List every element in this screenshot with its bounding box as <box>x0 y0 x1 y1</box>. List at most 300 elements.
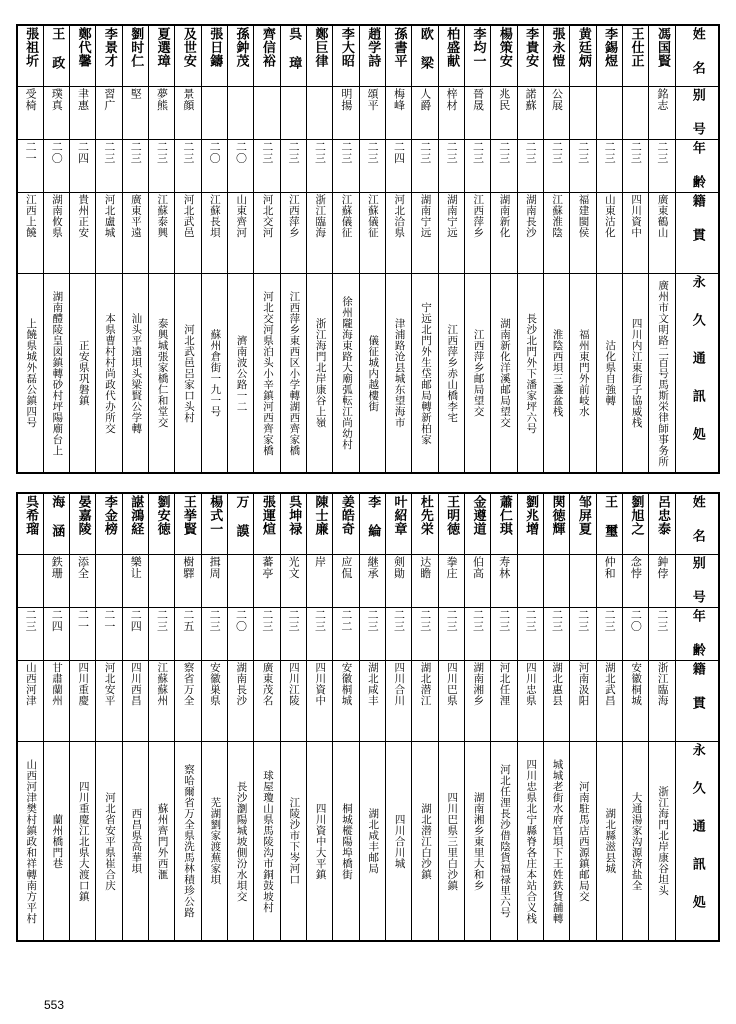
cell-age-17-text: 二三 <box>471 141 485 164</box>
cell-native-23 <box>623 193 649 274</box>
cell-address-1-text: 蘭州橋門巷 <box>51 813 64 869</box>
cell-native-0 <box>17 661 43 742</box>
cell-name-2-text: 晏嘉陵 <box>75 495 91 536</box>
cell-address-24 <box>649 274 676 474</box>
cell-address-3 <box>96 274 122 474</box>
cell-alias-11-text: 岸 <box>313 556 327 568</box>
cell-alias-24-text: 鈡侼 <box>655 556 669 579</box>
cell-alias-4-text: 樂让 <box>129 556 143 579</box>
cell-address-14-text: 四川合川城 <box>393 813 406 869</box>
cell-address-2 <box>70 274 96 474</box>
cell-alias-24-text: 銘志 <box>655 88 669 111</box>
cell-age-16 <box>438 140 464 193</box>
cell-age-10-text: 二三 <box>287 609 301 632</box>
cell-alias-4 <box>122 87 148 140</box>
cell-age-16 <box>438 608 464 661</box>
cell-name-19-text: 李貴安 <box>523 27 539 68</box>
cell-native-6 <box>175 661 201 742</box>
cell-age-22 <box>596 140 622 193</box>
cell-native-9 <box>254 193 280 274</box>
cell-name-8 <box>228 493 254 555</box>
column-header-name-text: 姓 名 <box>689 495 705 545</box>
cell-age-7 <box>201 140 227 193</box>
cell-name-21-text: 黄廷炳 <box>575 27 591 68</box>
cell-age-14-text: 二四 <box>392 141 406 164</box>
cell-age-3-text: 二三 <box>102 141 116 164</box>
cell-alias-12-text: 应侃 <box>339 556 353 579</box>
cell-native-10 <box>280 661 306 742</box>
cell-name-15 <box>412 25 438 87</box>
cell-address-17-text: 江西萍乡邮局望交 <box>472 329 485 417</box>
cell-name-3-text: 李景才 <box>101 27 117 68</box>
cell-name-24 <box>649 25 676 87</box>
cell-alias-17-text: 晉晟 <box>471 88 485 111</box>
cell-age-19-text: 二三 <box>524 141 538 164</box>
cell-address-17-text: 湖南湘乡東里大和乡 <box>472 791 485 891</box>
cell-alias-3 <box>96 87 122 140</box>
cell-name-10 <box>280 493 306 555</box>
cell-name-23 <box>623 25 649 87</box>
cell-native-3 <box>96 661 122 742</box>
cell-age-12 <box>333 608 359 661</box>
column-header-native-text: 籍 貫 <box>689 662 705 712</box>
cell-name-6-text: 王挙賢 <box>180 495 196 536</box>
cell-name-20-text: 張永愷 <box>549 27 565 68</box>
cell-address-16-text: 江西萍乡赤山橋李宅 <box>446 323 459 423</box>
column-header-alias-text: 别 号 <box>689 88 705 138</box>
cell-name-14 <box>386 25 412 87</box>
cell-alias-17 <box>465 87 491 140</box>
cell-address-13 <box>359 742 385 942</box>
cell-age-10-text: 二三 <box>287 141 301 164</box>
cell-alias-14-text: 剣勛 <box>392 556 406 579</box>
cell-native-16 <box>438 193 464 274</box>
cell-name-6-text: 及世安 <box>180 27 196 68</box>
cell-native-19-text: 湖南長沙 <box>524 194 537 238</box>
cell-name-13-text: 李 綸 <box>365 495 381 538</box>
cell-address-5 <box>149 274 175 474</box>
cell-age-8 <box>228 140 254 193</box>
cell-name-8-text: 万 謨 <box>233 495 249 538</box>
cell-alias-11 <box>307 87 333 140</box>
cell-native-8 <box>228 193 254 274</box>
cell-age-1 <box>43 140 69 193</box>
cell-native-17-text: 江西萍乡 <box>472 194 485 238</box>
cell-name-2-text: 鄭代馨 <box>75 27 91 68</box>
roster-table-top <box>16 24 720 474</box>
cell-native-22-text: 山東沽化 <box>603 194 616 238</box>
cell-alias-18 <box>491 87 517 140</box>
cell-alias-17 <box>465 555 491 608</box>
column-header-native-text: 籍 貫 <box>689 194 705 244</box>
cell-native-11-text: 浙江臨海 <box>314 194 327 238</box>
cell-age-0 <box>17 140 43 193</box>
cell-native-2 <box>70 661 96 742</box>
cell-native-5-text: 江蘇蘇州 <box>156 662 169 706</box>
column-header-name-text: 姓 名 <box>689 27 705 77</box>
cell-native-1 <box>43 661 69 742</box>
table-row-age <box>17 140 719 193</box>
cell-name-9-text: 齊信裕 <box>259 27 275 68</box>
cell-address-12-text: 桐城樅陽埠橋街 <box>340 802 353 880</box>
cell-native-21 <box>570 193 596 274</box>
cell-name-1 <box>43 493 69 555</box>
cell-age-9 <box>254 140 280 193</box>
cell-name-5-text: 夏選璋 <box>154 27 170 68</box>
cell-native-21-text: 福建閩侯 <box>577 194 590 238</box>
cell-address-0 <box>17 274 43 474</box>
cell-age-18 <box>491 140 517 193</box>
column-header-age-text: 年 齢 <box>689 609 705 659</box>
cell-age-6-text: 二三 <box>181 141 195 164</box>
cell-name-13 <box>359 25 385 87</box>
cell-alias-3-text: 習广 <box>102 88 116 111</box>
cell-name-13 <box>359 493 385 555</box>
cell-native-0 <box>17 193 43 274</box>
cell-age-12-text: 二三 <box>339 141 353 164</box>
table-row-address <box>17 274 719 474</box>
cell-alias-12 <box>333 87 359 140</box>
cell-alias-1 <box>43 87 69 140</box>
cell-address-11 <box>307 274 333 474</box>
cell-name-5-text: 劉安徳 <box>154 495 170 536</box>
cell-name-17-text: 李均一 <box>470 27 486 68</box>
cell-age-23 <box>623 140 649 193</box>
cell-alias-8 <box>228 87 254 140</box>
cell-address-21-text: 河南駐馬店西源鎮邮局交 <box>577 780 590 902</box>
cell-name-22 <box>596 493 622 555</box>
cell-alias-7 <box>201 555 227 608</box>
table-row-native <box>17 661 719 742</box>
cell-native-1 <box>43 193 69 274</box>
cell-name-19 <box>517 25 543 87</box>
cell-address-4 <box>122 742 148 942</box>
cell-alias-5 <box>149 555 175 608</box>
cell-address-9 <box>254 742 280 942</box>
cell-address-2 <box>70 742 96 942</box>
column-header-name <box>676 25 720 87</box>
cell-name-4 <box>122 25 148 87</box>
cell-native-15-text: 湖南宁远 <box>419 194 432 238</box>
cell-alias-22 <box>596 87 622 140</box>
cell-alias-4 <box>122 555 148 608</box>
cell-name-23 <box>623 493 649 555</box>
column-header-alias-text: 别 号 <box>689 556 705 606</box>
cell-alias-21 <box>570 555 596 608</box>
cell-name-18-text: 楊策安 <box>496 27 512 68</box>
cell-address-8-text: 濟南波公路一二 <box>235 334 248 412</box>
cell-native-2-text: 貴州正安 <box>77 194 90 238</box>
cell-name-6 <box>175 493 201 555</box>
cell-address-14 <box>386 274 412 474</box>
cell-age-14-text: 二三 <box>392 609 406 632</box>
cell-native-24-text: 浙江臨海 <box>656 662 669 706</box>
cell-alias-10-text: 光文 <box>287 556 301 579</box>
cell-name-14-text: 叶紹章 <box>391 495 407 536</box>
cell-native-18-text: 湖南新化 <box>498 194 511 238</box>
cell-name-20 <box>544 493 570 555</box>
cell-age-13 <box>359 140 385 193</box>
cell-age-24 <box>649 608 676 661</box>
cell-native-22-text: 湖北武昌 <box>603 662 616 706</box>
cell-address-7-text: 芜湖劉家渡蕪家垻 <box>209 797 222 885</box>
cell-age-5-text: 二三 <box>155 141 169 164</box>
cell-age-23-text: 二〇 <box>629 609 643 632</box>
cell-address-18-text: 河北任浬長沙借陰貨福禄里六号 <box>498 764 511 918</box>
cell-address-8 <box>228 274 254 474</box>
cell-address-11-text: 四川資中大平鎮 <box>314 802 327 880</box>
cell-address-19-text: 四川忠県北宁縣脊各庄本站合义栈 <box>525 758 538 924</box>
cell-native-12 <box>333 193 359 274</box>
cell-address-2-text: 正安県巩磐鎮 <box>77 340 90 406</box>
cell-address-21-text: 福州東門外前岐水 <box>577 329 590 417</box>
cell-native-4 <box>122 661 148 742</box>
cell-age-6 <box>175 608 201 661</box>
cell-address-18-text: 湖南新化洋溪邮局望交 <box>498 318 511 428</box>
cell-native-8-text: 湖南長沙 <box>235 662 248 706</box>
cell-address-16 <box>438 274 464 474</box>
cell-address-19-text: 長沙北門外下潘家坪六号 <box>525 312 538 434</box>
cell-age-4 <box>122 140 148 193</box>
cell-name-11-text: 鄭巨律 <box>312 27 328 68</box>
cell-native-13-text: 湖北咸丰 <box>366 662 379 706</box>
cell-alias-3 <box>96 555 122 608</box>
cell-name-15-text: 欧 梁 <box>417 27 433 70</box>
cell-native-7-text: 安徽巣県 <box>208 662 221 706</box>
cell-name-12 <box>333 493 359 555</box>
cell-address-20 <box>544 742 570 942</box>
cell-native-12-text: 江蘇儀征 <box>340 194 353 238</box>
cell-name-7 <box>201 25 227 87</box>
cell-name-19-text: 劉兆增 <box>523 495 539 536</box>
cell-name-9 <box>254 25 280 87</box>
cell-age-15-text: 二三 <box>418 141 432 164</box>
cell-age-0 <box>17 608 43 661</box>
cell-name-10-text: 呉 璋 <box>286 27 302 70</box>
cell-address-16-text: 四川巴県三里白沙鎮 <box>446 791 459 891</box>
cell-age-11 <box>307 608 333 661</box>
cell-native-20 <box>544 661 570 742</box>
cell-address-3 <box>96 742 122 942</box>
cell-address-23 <box>623 742 649 942</box>
cell-native-1-text: 湖南攸県 <box>50 194 63 238</box>
cell-alias-14 <box>386 555 412 608</box>
cell-alias-12-text: 明揚 <box>339 88 353 111</box>
cell-native-6-text: 河北武邑 <box>182 194 195 238</box>
cell-native-3-text: 河北盧城 <box>103 194 116 238</box>
cell-alias-6 <box>175 555 201 608</box>
cell-age-24-text: 二三 <box>655 141 669 164</box>
column-header-alias <box>676 87 720 140</box>
cell-age-9-text: 二三 <box>260 141 274 164</box>
cell-native-6 <box>175 193 201 274</box>
cell-native-15-text: 湖北潜江 <box>419 662 432 706</box>
cell-native-18-text: 河北任浬 <box>498 662 511 706</box>
cell-age-12 <box>333 140 359 193</box>
cell-alias-16-text: 拳庄 <box>445 556 459 579</box>
cell-native-22 <box>596 193 622 274</box>
cell-address-22-text: 湖北縣滋县城 <box>604 808 617 874</box>
cell-name-20 <box>544 25 570 87</box>
cell-name-0-text: 張祖圻 <box>23 27 39 68</box>
cell-address-23 <box>623 274 649 474</box>
cell-alias-13-text: 頌平 <box>366 88 380 111</box>
cell-native-10-text: 四川江陵 <box>287 662 300 706</box>
cell-alias-18-text: 寿林 <box>497 556 511 579</box>
cell-address-3-text: 河北省安平県崔合庆 <box>104 791 117 891</box>
cell-age-17 <box>465 608 491 661</box>
cell-native-16-text: 四川巴県 <box>445 662 458 706</box>
cell-name-22-text: 李錫煜 <box>602 27 618 68</box>
cell-address-17 <box>465 274 491 474</box>
cell-age-14 <box>386 608 412 661</box>
table-row-address <box>17 742 719 942</box>
cell-age-17 <box>465 140 491 193</box>
cell-name-23-text: 劉旭之 <box>628 495 644 536</box>
cell-alias-16 <box>438 555 464 608</box>
cell-age-24 <box>649 140 676 193</box>
table-row-age <box>17 608 719 661</box>
cell-address-8-text: 長沙瀏陽城坡側汾水垻交 <box>235 780 248 902</box>
cell-name-9 <box>254 493 280 555</box>
cell-address-21 <box>570 274 596 474</box>
cell-age-7-text: 二三 <box>208 609 222 632</box>
cell-name-24 <box>649 493 676 555</box>
cell-alias-22-text: 仲和 <box>603 556 617 579</box>
cell-age-17-text: 二三 <box>471 609 485 632</box>
cell-native-23-text: 安徽桐城 <box>630 662 643 706</box>
cell-alias-2-text: 聿惠 <box>76 88 90 111</box>
cell-alias-0-text: 受椅 <box>24 88 38 111</box>
cell-native-7 <box>201 661 227 742</box>
cell-address-7 <box>201 274 227 474</box>
cell-name-24-text: 馮国賢 <box>654 27 670 68</box>
cell-address-15 <box>412 274 438 474</box>
cell-address-4-text: 汕头平遠垻头梁賢公学轉 <box>130 312 143 434</box>
table-row-alias <box>17 87 719 140</box>
column-header-native <box>676 193 720 274</box>
cell-name-11-text: 陳士廉 <box>312 495 328 536</box>
cell-address-5-text: 蘇州齊門外西滙 <box>156 802 169 880</box>
cell-address-15-text: 宁远北門外生垈邮局轉新柏家 <box>419 301 432 445</box>
cell-age-21-text: 二三 <box>576 609 590 632</box>
cell-address-23-text: 大通湯家沟源済盐全 <box>630 791 643 891</box>
cell-age-13 <box>359 608 385 661</box>
table-row-name <box>17 493 719 555</box>
cell-age-7-text: 二〇 <box>208 141 222 164</box>
cell-address-6 <box>175 274 201 474</box>
cell-alias-21 <box>570 87 596 140</box>
cell-age-19 <box>517 140 543 193</box>
cell-age-8 <box>228 608 254 661</box>
column-header-age-text: 年 齢 <box>689 141 705 191</box>
column-header-address-text: 永 久 通 訊 処 <box>689 743 705 913</box>
cell-age-18 <box>491 608 517 661</box>
cell-address-16 <box>438 742 464 942</box>
cell-name-4 <box>122 493 148 555</box>
cell-age-1-text: 二〇 <box>50 141 64 164</box>
cell-native-10-text: 江西萍乡 <box>287 194 300 238</box>
cell-age-20-text: 二三 <box>550 609 564 632</box>
cell-name-17 <box>465 25 491 87</box>
cell-age-9 <box>254 608 280 661</box>
cell-name-16-text: 柏盛献 <box>444 27 460 68</box>
cell-alias-2 <box>70 87 96 140</box>
cell-native-24-text: 廣東鶴山 <box>656 194 669 238</box>
cell-age-22-text: 二三 <box>603 141 617 164</box>
cell-age-21 <box>570 140 596 193</box>
cell-name-1-text: 海 涵 <box>49 495 65 538</box>
cell-native-21 <box>570 661 596 742</box>
cell-age-15-text: 二三 <box>418 609 432 632</box>
cell-alias-1 <box>43 555 69 608</box>
cell-alias-23 <box>623 87 649 140</box>
column-header-age <box>676 608 720 661</box>
cell-address-3-text: 本県曹村村尚政代办所交 <box>104 312 117 434</box>
cell-alias-23 <box>623 555 649 608</box>
cell-name-6 <box>175 25 201 87</box>
cell-age-4-text: 二四 <box>129 609 143 632</box>
cell-alias-6-text: 樹驛 <box>181 556 195 579</box>
cell-alias-2 <box>70 555 96 608</box>
cell-native-12 <box>333 661 359 742</box>
cell-age-16-text: 二三 <box>445 141 459 164</box>
cell-age-5-text: 二三 <box>155 609 169 632</box>
cell-name-17-text: 金遵道 <box>470 495 486 536</box>
cell-age-1-text: 二四 <box>50 609 64 632</box>
cell-age-5 <box>149 140 175 193</box>
cell-alias-19 <box>517 555 543 608</box>
cell-native-18 <box>491 193 517 274</box>
cell-age-8-text: 二〇 <box>234 609 248 632</box>
cell-name-23-text: 王仕正 <box>628 27 644 68</box>
cell-age-23-text: 二三 <box>629 141 643 164</box>
cell-native-17 <box>465 661 491 742</box>
cell-name-14 <box>386 493 412 555</box>
cell-address-10-text: 江西萍乡東西区小学轉湖西齊家橋 <box>288 290 301 456</box>
cell-name-10-text: 呉坤禄 <box>286 495 302 536</box>
cell-address-4 <box>122 274 148 474</box>
cell-native-24 <box>649 661 676 742</box>
cell-alias-20 <box>544 87 570 140</box>
cell-age-12-text: 二二 <box>339 609 353 632</box>
roster-table-bottom <box>16 492 720 942</box>
cell-native-14 <box>386 661 412 742</box>
cell-native-8 <box>228 661 254 742</box>
cell-name-18 <box>491 25 517 87</box>
cell-alias-5 <box>149 87 175 140</box>
cell-native-15 <box>412 193 438 274</box>
cell-age-2-text: 二一 <box>76 609 90 632</box>
cell-alias-15 <box>412 87 438 140</box>
column-header-age <box>676 140 720 193</box>
column-header-address-text: 永 久 通 訊 処 <box>689 275 705 445</box>
cell-alias-15 <box>412 555 438 608</box>
cell-name-18 <box>491 493 517 555</box>
cell-address-15-text: 湖北潜江白沙鎮 <box>419 802 432 880</box>
cell-age-13-text: 二三 <box>366 141 380 164</box>
cell-age-3-text: 二一 <box>102 609 116 632</box>
cell-name-0-text: 呉希瑠 <box>23 495 39 536</box>
cell-address-18 <box>491 274 517 474</box>
cell-name-3-text: 李金榜 <box>101 495 117 536</box>
cell-address-9 <box>254 274 280 474</box>
cell-alias-16 <box>438 87 464 140</box>
cell-address-14-text: 津浦路沧县城东望海市 <box>393 318 406 428</box>
cell-age-4-text: 二三 <box>129 141 143 164</box>
cell-native-0-text: 山西河津 <box>24 662 37 706</box>
cell-name-16 <box>438 493 464 555</box>
